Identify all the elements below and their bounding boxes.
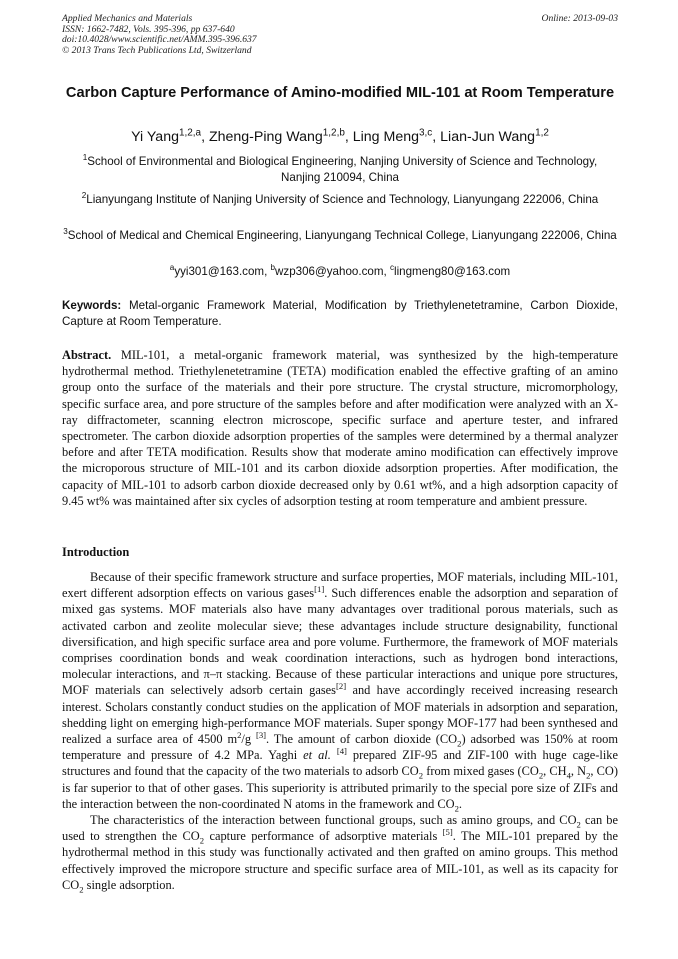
affiliation-1 — [62, 154, 618, 186]
subscript: 2 — [418, 770, 424, 781]
intro-paragraph-2 — [62, 812, 618, 893]
keywords-label: Keywords: — [62, 299, 122, 312]
author-name: Zheng-Ping Wang — [208, 129, 323, 145]
citation-ref: [2] — [336, 681, 347, 692]
online-date: Online: 2013-09-03 — [541, 13, 618, 24]
text-run: prepared ZIF-95 and ZIF-100 with huge cage-like structures and found that the capacity of the two materials to adsorb CO — [62, 748, 619, 779]
text-run: , N — [570, 764, 587, 779]
email-mark: c — [389, 263, 394, 273]
subscript: 2 — [457, 738, 462, 749]
author-name: Lian-Jun Wang — [440, 129, 536, 145]
affiliation-3 — [62, 228, 618, 244]
superscript: 2 — [237, 729, 242, 740]
affil-text: School of Medical and Chemical Engineering, Lianyungang Technical College, Lianyungang 222006, China — [67, 229, 617, 242]
section-heading-introduction: Introduction — [62, 545, 130, 559]
text-run: , CO) is far superior to that of other gases. This superiority is attributed primarily to the special pore size of ZIFs and the interaction between the non-coordinated N atoms in the framework and CO — [62, 764, 618, 811]
text-run: The characteristics of the interaction between functional groups, such as amino groups, and CO — [90, 813, 577, 828]
email-list: $^a$yyi301@163.com, $^b$wzp306@yahoo.com, $^c$lingmeng80@163.com — [169, 263, 511, 278]
abstract — [62, 347, 618, 509]
affil-mark: 3 — [63, 227, 68, 237]
text-run: capture performance of adsorptive materials — [204, 829, 443, 844]
email-text: wzp306@yahoo.com — [275, 265, 384, 278]
text-run: from mixed gases (CO — [423, 764, 539, 779]
abstract-label: Abstract. — [62, 348, 112, 362]
email-text: yyi301@163.com — [174, 265, 265, 278]
subscript: 2 — [199, 835, 205, 846]
introduction-body — [62, 569, 618, 893]
text-run: /g — [241, 732, 256, 747]
author-list: Yi Yang$^{1,2,a}$, Zheng-Ping Wang$^{1,2,b}$, Ling Meng$^{3,c}$, Lian-Jun Wang$^{1,2}$ — [131, 127, 549, 145]
journal-doi: doi:10.4028/www.scientific.net/AMM.395-396.637 — [62, 34, 257, 46]
affil-mark: 2 — [81, 191, 87, 201]
subscript: 4 — [566, 770, 571, 781]
journal-issn: ISSN: 1662-7482, Vols. 395-396, pp 637-640 — [62, 23, 235, 35]
text-run: . Such differences enable the adsorption and separation of mixed gas systems. MOF materials also have many advantages over traditional porous materials, such as activated carbon and zeolite molecular sieve; these advantages include structure designability, functional diversification, and high specific surface area and pore volume. Furthermore, the framework of MOF materials comprises coordination bonds and weak coordination interactions, such as hydrogen bond interactions, molecular interactions, and π–π stacking. Because of these particular interactions and unique pore structures, MOF materials can selectively adsorb certain gases — [62, 586, 618, 698]
citation-ref: [4] — [336, 746, 347, 757]
author-name: Yi Yang — [131, 129, 179, 145]
subscript: 2 — [576, 819, 581, 830]
journal-name: Applied Mechanics and Materials — [62, 13, 193, 24]
author-name: Ling Meng — [352, 129, 420, 145]
email-mark: a — [169, 263, 175, 273]
journal-copyright: © 2013 Trans Tech Publications Ltd, Switzerland — [62, 44, 252, 56]
text-run: Because of their specific framework structure and surface properties, MOF materials, including MIL-101, exert different adsorption effects on various gases — [62, 570, 618, 601]
email-text: lingmeng80@163.com — [394, 265, 511, 278]
abstract-text: MIL-101, a metal-organic framework material, was synthesized by the high-temperature hydrothermal method. Triethylenetetramine (TETA) modification enabled the effective grafting of an amino group onto the surface of the materials and their pore structure. The crystal structure, micromorphology, specific surface area, and pore structure of the samples before and after modification were analyzed with an X-ray diffractometer, scanning electron microscope, specific surface and aperture tester, and infrared spectrometer. The carbon dioxide adsorption properties of the samples were determined by a thermal analyzer before and after TETA modification. Results show that moderate amino modification can effectively improve the microporous structure of MIL-101 and its carbon dioxide adsorption properties. After modification, the capacity of MIL-101 to adsorb carbon dioxide decreased only by 0.61 wt%, and a high adsorption capacity of 9.45 wt% was maintained after six cycles of adsorption testing at room temperature and ambient pressure. — [62, 348, 618, 508]
affiliation-2 — [62, 192, 618, 208]
keywords-text: Metal-organic Framework Material, Modification by Triethylenetetramine, Carbon Dioxide, Capture at Room Temperature. — [62, 299, 618, 328]
subscript: 2 — [79, 884, 84, 895]
citation-ref: [3] — [255, 729, 267, 740]
author-affil-mark: 1,2 — [535, 127, 549, 139]
affil-mark: 1 — [82, 153, 88, 163]
italic-text: et al. — [303, 748, 331, 763]
text-run: , CH — [543, 764, 567, 779]
text-run: ) adsorbed was 150% at room temperature and pressure of 4.2 MPa. Yaghi — [62, 732, 618, 763]
text-run: . The MIL-101 prepared by the hydrothermal method in this study was functionally activated and then grafted on amino groups. This method effectively improved the micropore structure and specific surface area of MIL-101, as well as its capacity for CO — [62, 829, 618, 892]
subscript: 2 — [538, 770, 544, 781]
citation-ref: [5] — [442, 827, 453, 838]
text-run: . The amount of carbon dioxide (CO — [266, 732, 458, 747]
affil-text: Lianyungang Institute of Nanjing University of Science and Technology, Lianyungang 222006, China — [86, 193, 599, 206]
text-run: and have accordingly received increasing research interest. Scholars constantly conduct studies on the application of MOF materials in adsorption and separation, shedding light on emerging high-performance MOF materials. Super spongy MOF-177 had been synthesed and realized a surface area of 4500 m — [62, 683, 619, 747]
subscript: 2 — [586, 770, 591, 781]
author-affil-mark: 1,2,a — [178, 127, 202, 139]
email-mark: b — [270, 263, 276, 273]
intro-paragraph-1 — [62, 569, 618, 812]
paper-title: Carbon Capture Performance of Amino-modified MIL-101 at Room Temperature — [65, 85, 615, 101]
citation-ref: [1] — [314, 584, 325, 595]
journal-header — [62, 14, 618, 56]
keywords — [62, 298, 618, 330]
text-run: . — [458, 796, 463, 811]
text-run: can be used to strengthen the CO — [62, 813, 618, 844]
affil-text: School of Environmental and Biological Engineering, Nanjing University of Science and Technology, Nanjing 210094, China — [87, 155, 598, 184]
text-run: single adsorption. — [83, 877, 175, 892]
subscript: 2 — [454, 803, 459, 814]
author-affil-mark: 3,c — [419, 127, 433, 139]
author-affil-mark: 1,2,b — [322, 127, 345, 139]
